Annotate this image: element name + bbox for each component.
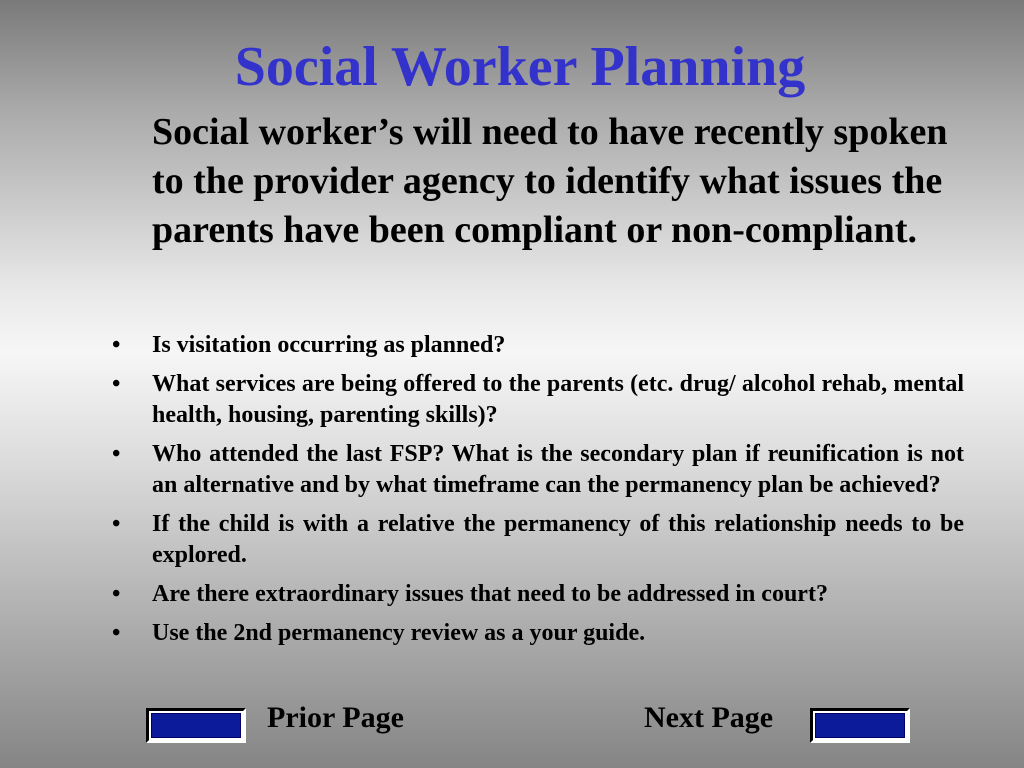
next-page-link[interactable]: Next Page <box>644 701 774 734</box>
slide-title: Social Worker Planning <box>234 36 806 98</box>
prior-page-button-face <box>151 713 241 738</box>
prior-page-link[interactable]: Prior Page <box>267 701 404 734</box>
list-item <box>112 509 964 571</box>
list-item <box>112 330 964 361</box>
list-item-text: Is visitation occurring as planned? <box>152 332 506 358</box>
list-item-text: Who attended the last FSP? What is the secondary plan if reunification is not an alternative and by what timeframe can the permanency plan be achieved? <box>152 441 964 498</box>
next-page-button[interactable] <box>810 708 910 743</box>
prior-page-button[interactable] <box>146 708 246 743</box>
list-item-text: What services are being offered to the parents (etc. drug/ alcohol rehab, mental health, housing, parenting skills)? <box>152 371 964 428</box>
bullet-icon: • <box>112 332 121 358</box>
intro-paragraph: Social worker’s will need to have recently spoken to the provider agency to identify what issues the parents have been compliant or non-compliant. <box>152 111 948 251</box>
list-item <box>112 369 964 431</box>
list-item-text: If the child is with a relative the permanency of this relationship needs to be explored. <box>152 511 964 568</box>
list-item <box>112 439 964 501</box>
list-item-text: Are there extraordinary issues that need to be addressed in court? <box>152 581 828 607</box>
bullet-icon: • <box>112 620 121 646</box>
bullet-icon: • <box>112 581 121 607</box>
bullet-list <box>112 330 964 657</box>
list-item <box>112 618 964 649</box>
bullet-icon: • <box>112 441 121 467</box>
bullet-icon: • <box>112 371 121 397</box>
next-page-button-face <box>815 713 905 738</box>
list-item-text: Use the 2nd permanency review as a your guide. <box>152 620 646 646</box>
list-item <box>112 579 964 610</box>
bullet-icon: • <box>112 511 121 537</box>
